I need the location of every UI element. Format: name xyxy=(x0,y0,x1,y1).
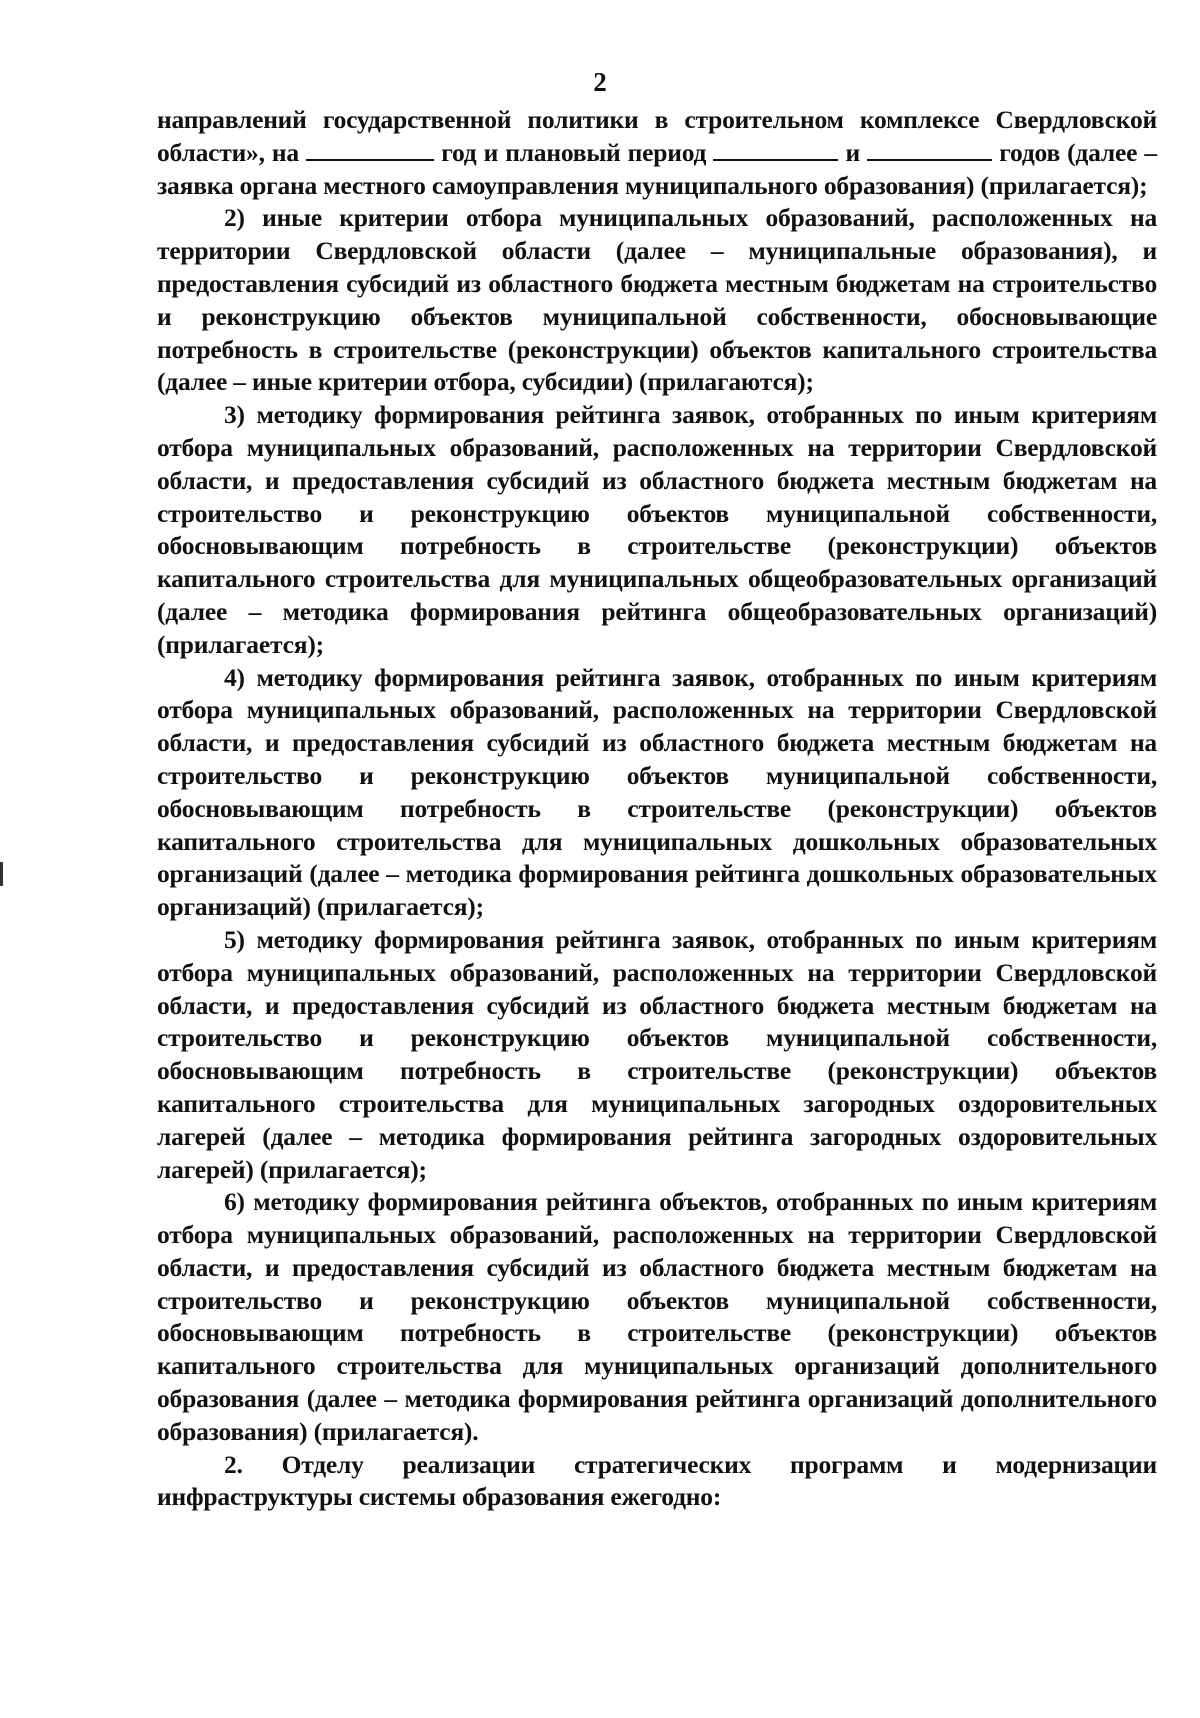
blank-year-field xyxy=(306,137,434,161)
paragraph-item-4: 4) методику формирования рейтинга заявок, отобранных по иным критериям отбора муниципальных образований, расположенных на территории Свердловской области, и предоставления субсидий из областного бюджета местным бюджетам на строительство и реконструкцию объектов муниципальной собственности, обосновывающим потребность в строительстве (реконструкции) объектов капитального строительства для муниципальных дошкольных образовательных организаций (далее – методика формирования рейтинга дошкольных образовательных организаций) (прилагается); xyxy=(157,662,1157,922)
paragraph-text: год и плановый период xyxy=(441,137,707,167)
scan-edge-mark xyxy=(0,862,3,886)
paragraph-text: направлений государственной политики в строительном комплексе Свердловской области», на xyxy=(157,105,1157,167)
paragraph-item-3: 3) методику формирования рейтинга заявок, отобранных по иным критериям отбора муниципальных образований, расположенных на территории Свердловской области, и предоставления субсидий из областного бюджета местным бюджетам на строительство и реконструкцию объектов муниципальной собственности, обосновывающим потребность в строительстве (реконструкции) объектов капитального строительства для муниципальных общеобразовательных организаций (далее – методика формирования рейтинга общеобразовательных организаций) (прилагается); xyxy=(157,400,1157,659)
blank-plan-year-2-field xyxy=(867,137,992,161)
paragraph-section-2: 2. Отделу реализации стратегических программ и модернизации инфраструктуры системы образования ежегодно: xyxy=(157,1449,1157,1512)
paragraph-item-2: 2) иные критерии отбора муниципальных образований, расположенных на территории Свердловской области (далее – муниципальные образования), и предоставления субсидий из областного бюджета местным бюджетам на строительство и реконструкцию объектов муниципальной собственности, обосновывающие потребность в строительстве (реконструкции) объектов капитального строительства (далее – иные критерии отбора, субсидии) (прилагаются); xyxy=(157,203,1157,397)
page-number: 2 xyxy=(593,67,607,97)
blank-plan-year-1-field xyxy=(713,137,838,161)
paragraph-item-6: 6) методику формирования рейтинга объектов, отобранных по иным критериям отбора муниципальных образований, расположенных на территории Свердловской области, и предоставления субсидий из областного бюджета местным бюджетам на строительство и реконструкцию объектов муниципальной собственности, обосновывающим потребность в строительстве (реконструкции) объектов капитального строительства для муниципальных организаций дополнительного образования (далее – методика формирования рейтинга организаций дополнительного образования) (прилагается). xyxy=(157,1187,1157,1446)
paragraph-text: годов (далее – заявка органа местного самоуправления муниципального образования) (прилагается); xyxy=(157,137,1157,200)
paragraph-continuation xyxy=(157,104,1157,202)
paragraph-item-5: 5) методику формирования рейтинга заявок, отобранных по иным критериям отбора муниципальных образований, расположенных на территории Свердловской области, и предоставления субсидий из областного бюджета местным бюджетам на строительство и реконструкцию объектов муниципальной собственности, обосновывающим потребность в строительстве (реконструкции) объектов капитального строительства для муниципальных загородных оздоровительных лагерей (далее – методика формирования рейтинга загородных оздоровительных лагерей) (прилагается); xyxy=(157,924,1157,1184)
paragraph-text: и xyxy=(845,137,861,167)
document-body xyxy=(157,104,1157,1514)
